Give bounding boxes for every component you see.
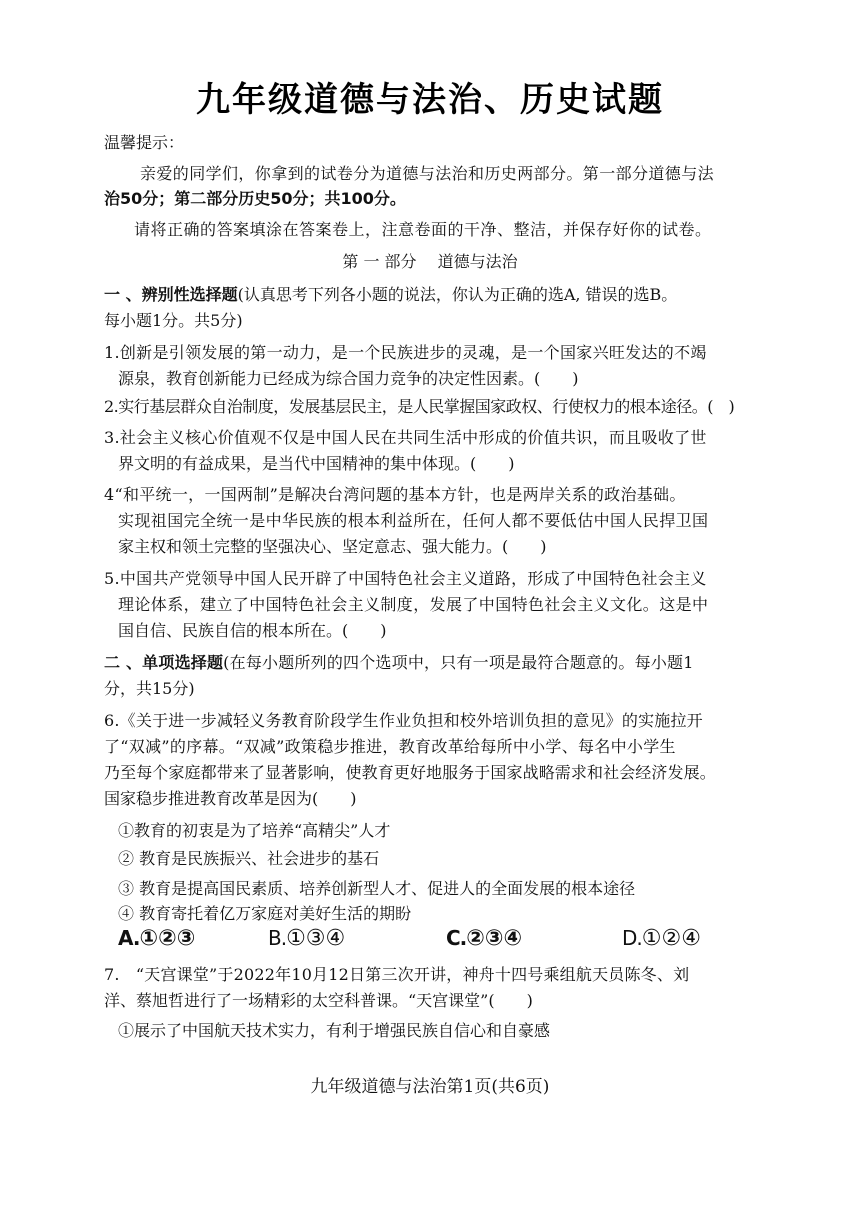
section-2-description-line-2: 分，共15分) (104, 679, 195, 698)
option-d (622, 926, 701, 951)
section-1-description-line-2: 每小题1分。共5分) (104, 311, 243, 330)
question-5-line-2: 理论体系，建立了中国特色社会主义制度，发展了中国特色社会主义文化。这是中 (118, 595, 709, 614)
question-6-stem-line-4: 国家稳步推进教育改革是因为( ) (104, 789, 357, 808)
page-footer: 九年级道德与法治第1页(共6页) (310, 1077, 550, 1097)
section-2-label: 二 、单项选择题 (104, 653, 224, 672)
question-7-stem-line-2: 洋、蔡旭哲进行了一场精彩的太空科普课。“天宫课堂”( ) (104, 991, 533, 1010)
exam-title: 九年级道德与法治、历史试题 (196, 80, 664, 120)
option-d-text: ①②④ (641, 926, 701, 951)
option-d-letter: D. (622, 926, 642, 950)
question-6-stem-line-2: 了“双减”的序幕。“双减”政策稳步推进，教育改革给每所中小学、每名中小学生 (104, 737, 676, 756)
option-c-letter: C. (446, 926, 467, 950)
question-2-line-1: 2.实行基层群众自治制度，发展基层民主，是人民掌握国家政权、行使权力的根本途径。( ) (104, 397, 735, 416)
option-a (118, 926, 195, 951)
question-4-line-3: 家主权和领土完整的坚强决心、坚定意志、强大能力。( ) (118, 537, 547, 556)
notice-paragraph-1-line-2: 治50分；第二部分历史50分；共100分。 (104, 189, 406, 208)
option-b (268, 926, 345, 951)
question-6-item-1: ①教育的初衷是为了培养“高精尖”人才 (118, 821, 391, 840)
question-6-stem-line-1: 6.《关于进一步减轻义务教育阶段学生作业负担和校外培训负担的意见》的实施拉开 (104, 711, 703, 730)
option-a-letter: A. (118, 926, 140, 950)
question-3-line-2: 界文明的有益成果，是当代中国精神的集中体现。( ) (118, 454, 515, 473)
question-6-item-4: ④ 教育寄托着亿万家庭对美好生活的期盼 (118, 904, 412, 923)
section-2-header (104, 652, 694, 674)
question-1-line-2: 源泉，教育创新能力已经成为综合国力竞争的决定性因素。( ) (118, 369, 579, 388)
option-a-text: ①②③ (139, 926, 196, 951)
question-5-line-1: 5.中国共产党领导中国人民开辟了中国特色社会主义道路，形成了中国特色社会主义 (104, 569, 707, 588)
section-1-description: (认真思考下列各小题的说法，你认为正确的选A, 错误的选B。 (237, 285, 678, 304)
option-b-text: ①③④ (286, 926, 346, 951)
question-4-line-2: 实现祖国完全统一是中华民族的根本利益所在，任何人都不要低估中国人民捍卫国 (118, 511, 709, 530)
section-2-description: (在每小题所列的四个选项中，只有一项是最符合题意的。每小题1 (223, 653, 694, 672)
question-5-line-3: 国自信、民族自信的根本所在。( ) (118, 621, 387, 640)
section-1-label: 一 、辨别性选择题 (104, 285, 238, 304)
notice-paragraph-2: 请将正确的答案填涂在答案卷上，注意卷面的干净、整洁，并保存好你的试卷。 (134, 220, 712, 239)
option-c-text: ②③④ (466, 926, 523, 951)
notice-paragraph-1-line-1: 亲爱的同学们，你拿到的试卷分为道德与法治和历史两部分。第一部分道德与法 (140, 164, 715, 183)
question-7-stem-line-1: 7. “天宫课堂”于2022年10月12日第三次开讲，神舟十四号乘组航天员陈冬、刘 (104, 965, 690, 984)
part-1-title: 第 一 部分 道德与法治 (342, 252, 518, 271)
notice-heading: 温馨提示： (104, 133, 185, 152)
option-b-letter: B. (268, 926, 287, 950)
question-7-item-1: ①展示了中国航天技术实力，有利于增强民族自信心和自豪感 (118, 1021, 551, 1040)
section-1-header (104, 284, 677, 306)
question-1-line-1: 1.创新是引领发展的第一动力，是一个民族进步的灵魂，是一个国家兴旺发达的不竭 (104, 343, 707, 362)
question-3-line-1: 3.社会主义核心价值观不仅是中国人民在共同生活中形成的价值共识，而且吸收了世 (104, 428, 707, 447)
question-6-item-2: ② 教育是民族振兴、社会进步的基石 (118, 849, 380, 868)
question-6-item-3: ③ 教育是提高国民素质、培养创新型人才、促进人的全面发展的根本途径 (118, 879, 636, 898)
question-6-stem-line-3: 乃至每个家庭都带来了显著影响，使教育更好地服务于国家战略需求和社会经济发展。 (104, 763, 716, 782)
option-c (446, 926, 522, 951)
question-4-line-1: 4“和平统一，一国两制”是解决台湾问题的基本方针，也是两岸关系的政治基础。 (104, 485, 686, 504)
